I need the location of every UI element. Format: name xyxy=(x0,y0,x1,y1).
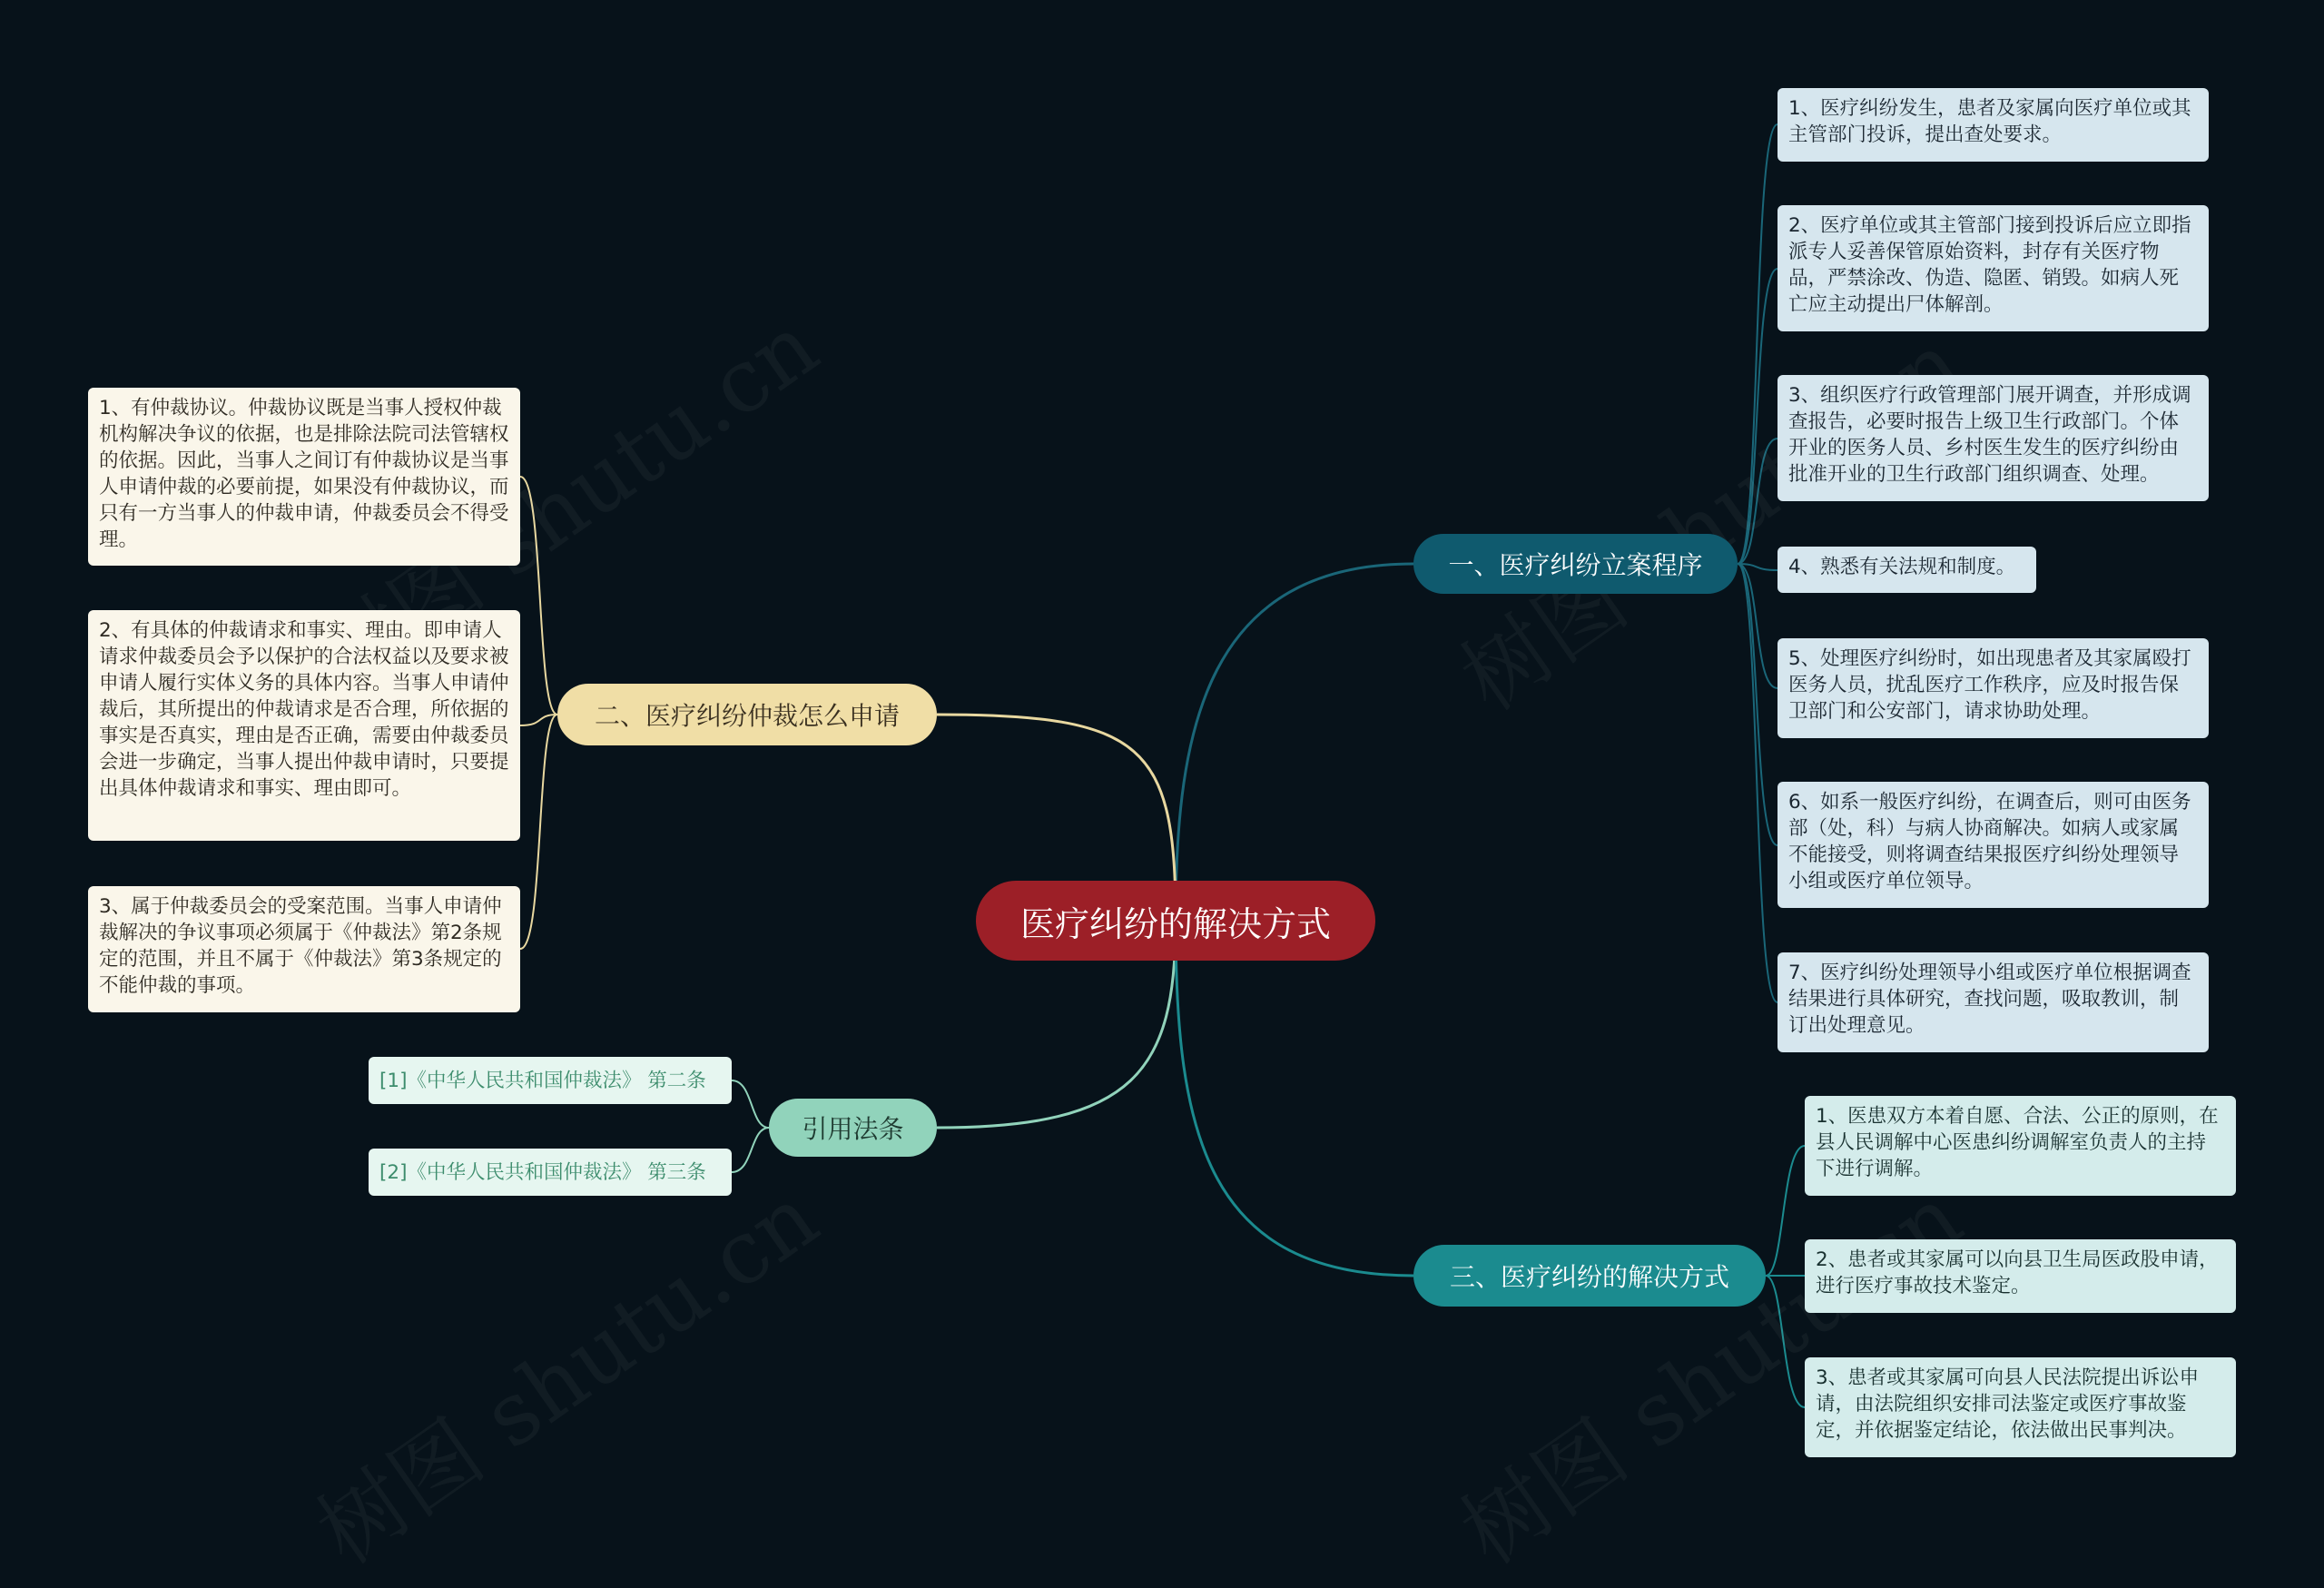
filing-item[interactable]: 3、组织医疗行政管理部门展开调查，并形成调查报告，必要时报告上级卫生行政部门。个体开业的医务人员、乡村医生发生的医疗纠纷由批准开业的卫生行政部门组织调查、处理。 xyxy=(1777,375,2209,501)
arbitration-item[interactable]: 3、属于仲裁委员会的受案范围。当事人申请仲裁解决的争议事项必须属于《仲裁法》第2条规定的范围，并且不属于《仲裁法》第3条规定的不能仲裁的事项。 xyxy=(88,886,520,1012)
citation-item[interactable]: [2]《中华人民共和国仲裁法》 第三条 xyxy=(369,1149,732,1196)
branch-arbitration-application[interactable]: 二、医疗纠纷仲裁怎么申请 xyxy=(557,684,937,745)
citation-item[interactable]: [1]《中华人民共和国仲裁法》 第二条 xyxy=(369,1057,732,1104)
branch-citations[interactable]: 引用法条 xyxy=(769,1099,937,1157)
arbitration-item[interactable]: 1、有仲裁协议。仲裁协议既是当事人授权仲裁机构解决争议的依据，也是排除法院司法管辖权的依据。因此，当事人之间订有仲裁协议是当事人申请仲裁的必要前提，如果没有仲裁协议，而只有一方当事人的仲裁申请，仲裁委员会不得受理。 xyxy=(88,388,520,566)
resolution-item[interactable]: 2、患者或其家属可以向县卫生局医政股申请，进行医疗事故技术鉴定。 xyxy=(1805,1239,2236,1313)
root-node[interactable]: 医疗纠纷的解决方式 xyxy=(976,881,1375,961)
link-root-filing xyxy=(1176,564,1413,921)
link-filing-item xyxy=(1738,439,1777,564)
resolution-item[interactable]: 1、医患双方本着自愿、合法、公正的原则，在县人民调解中心医患纠纷调解室负责人的主持下进行调解。 xyxy=(1805,1096,2236,1196)
filing-item[interactable]: 1、医疗纠纷发生，患者及家属向医疗单位或其主管部门投诉，提出查处要求。 xyxy=(1777,88,2209,162)
link-resolution-item xyxy=(1766,1276,1805,1407)
resolution-item[interactable]: 3、患者或其家属可向县人民法院提出诉讼申请，由法院组织安排司法鉴定或医疗事故鉴定，并依据鉴定结论，依法做出民事判决。 xyxy=(1805,1357,2236,1457)
filing-item[interactable]: 4、熟悉有关法规和制度。 xyxy=(1777,547,2036,593)
filing-item[interactable]: 6、如系一般医疗纠纷，在调查后，则可由医务部（处，科）与病人协商解决。如病人或家属不能接受，则将调查结果报医疗纠纷处理领导小组或医疗单位领导。 xyxy=(1777,782,2209,908)
filing-item[interactable]: 2、医疗单位或其主管部门接到投诉后应立即指派专人妥善保管原始资料，封存有关医疗物品，严禁涂改、伪造、隐匿、销毁。如病人死亡应主动提出尸体解剖。 xyxy=(1777,205,2209,331)
arbitration-item[interactable]: 2、有具体的仲裁请求和事实、理由。即申请人请求仲裁委员会予以保护的合法权益以及要求被申请人履行实体义务的具体内容。当事人申请仲裁后，其所提出的仲裁请求是否合理，所依据的事实是否真实，理由是否正确，需要由仲裁委员会进一步确定，当事人提出仲裁申请时，只要提出具体仲裁请求和事实、理由即可。 xyxy=(88,610,520,841)
link-filing-item xyxy=(1738,564,1777,688)
branch-resolution-methods[interactable]: 三、医疗纠纷的解决方式 xyxy=(1413,1245,1766,1307)
branch-filing-procedure[interactable]: 一、医疗纠纷立案程序 xyxy=(1413,534,1738,594)
link-citation-item xyxy=(732,1080,769,1128)
link-arbitration-item xyxy=(520,715,557,949)
link-arbitration-item xyxy=(520,477,557,715)
filing-item[interactable]: 7、医疗纠纷处理领导小组或医疗单位根据调查结果进行具体研究，查找问题，吸取教训，制订出处理意见。 xyxy=(1777,952,2209,1052)
filing-item[interactable]: 5、处理医疗纠纷时，如出现患者及其家属殴打医务人员，扰乱医疗工作秩序，应及时报告保卫部门和公安部门，请求协助处理。 xyxy=(1777,638,2209,738)
link-citation-item xyxy=(732,1128,769,1172)
link-root-resolution xyxy=(1176,921,1413,1276)
link-resolution-item xyxy=(1766,1146,1805,1276)
